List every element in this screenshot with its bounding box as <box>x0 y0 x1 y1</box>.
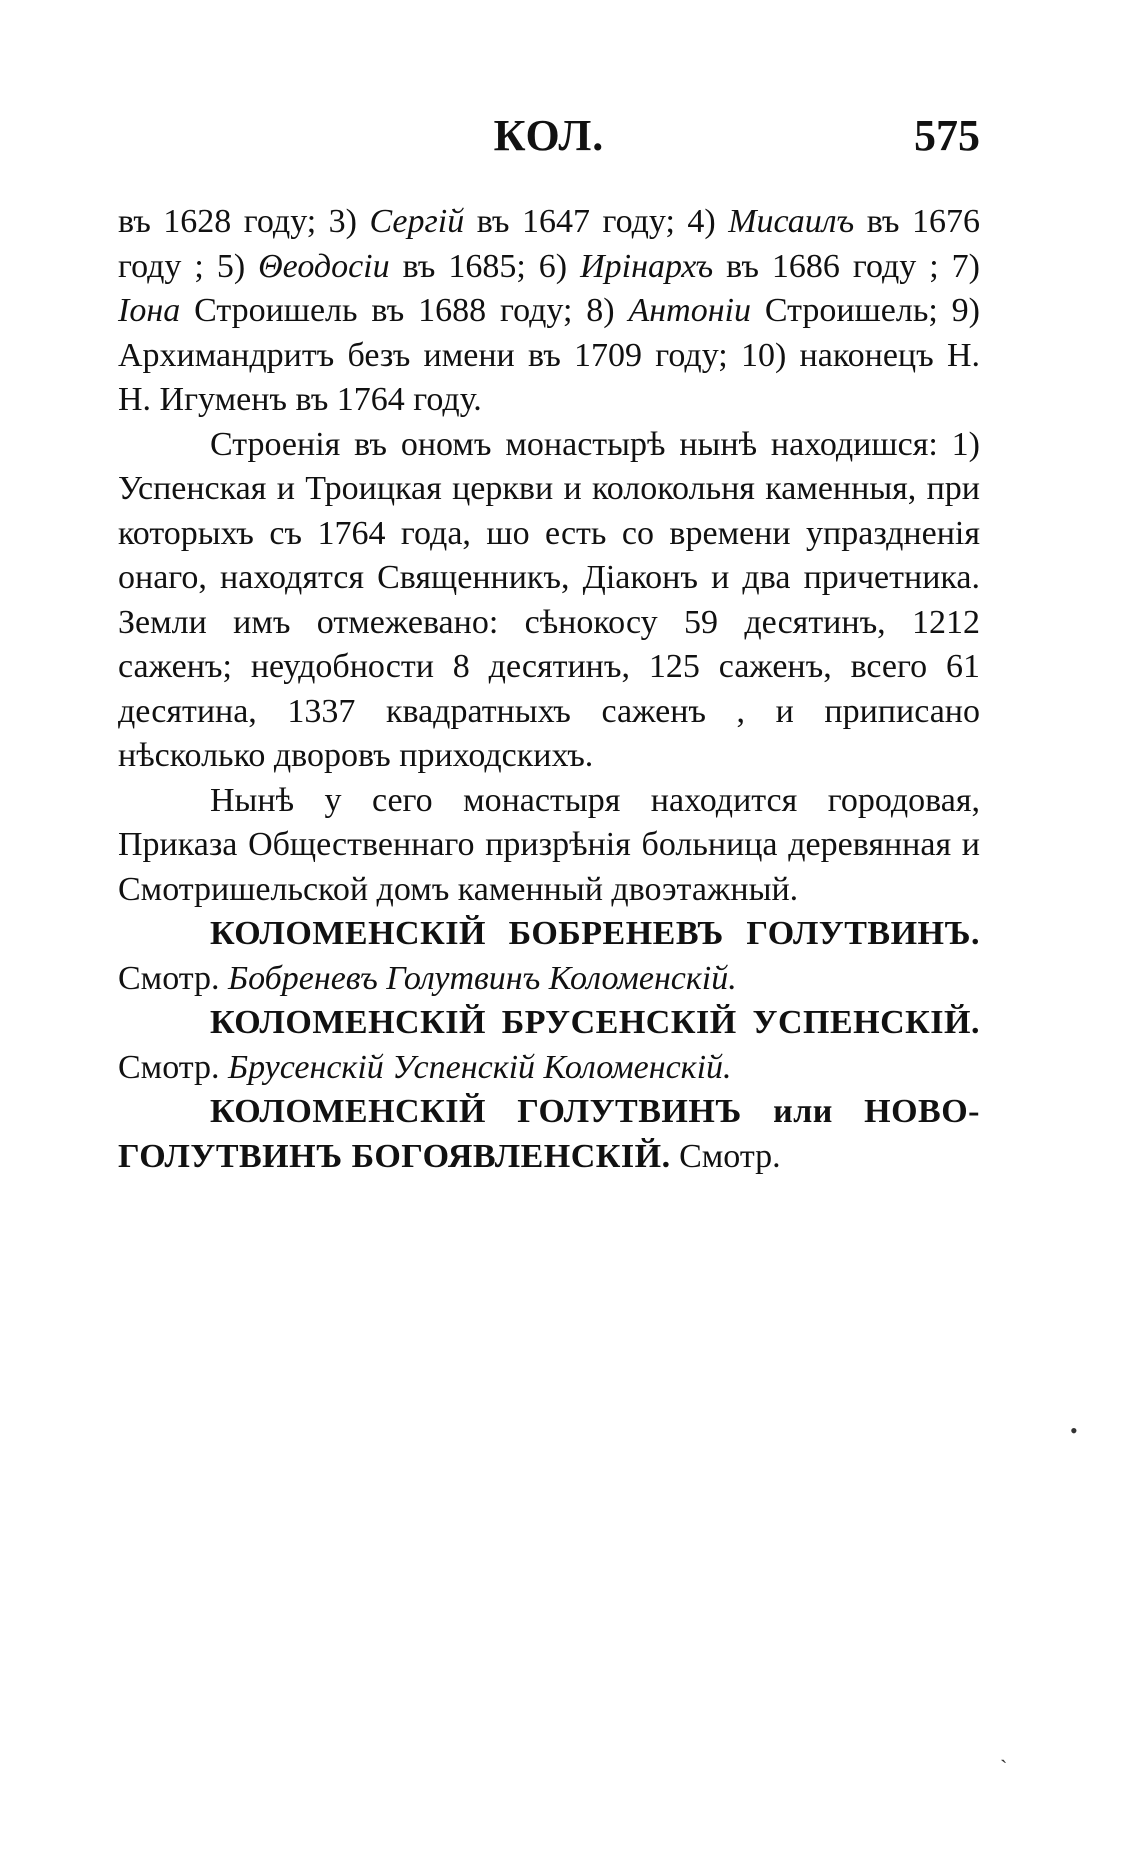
person-name: Θеодосіи <box>258 247 390 285</box>
page-body <box>118 200 980 1179</box>
text-span: въ 1685; 6) <box>389 247 581 285</box>
entry-bobrenev <box>118 912 980 1001</box>
text-span: въ 1686 году ; 7) <box>713 247 981 285</box>
text-span: въ 1647 году; 4) <box>464 203 729 240</box>
text-span: Строишель; 9) Архимандритъ безъ имени въ 1709 году; 10) наконецъ Н. Н. Игуменъ въ 1764 году. <box>118 292 980 418</box>
see-reference: Смотр. <box>118 1048 229 1086</box>
person-name: Мисаилъ <box>728 203 855 240</box>
person-name: Іона <box>118 292 181 329</box>
text-span: Строишель въ 1688 году; 8) <box>180 292 629 329</box>
running-head: КОЛ. <box>493 111 605 160</box>
entry-golutvin <box>118 1090 980 1179</box>
entry-brusensky <box>118 1001 980 1090</box>
page-header <box>118 110 980 170</box>
cross-reference: Брусенскій Успенскій Коломенскій. <box>228 1048 732 1086</box>
see-reference: Смотр. <box>118 959 229 997</box>
entry-heading: КОЛОМЕНСКІЙ БОБРЕНЕВЪ ГОЛУТВИНЪ. <box>210 915 980 952</box>
paragraph-buildings: Строенія въ ономъ монастырѣ нынѣ находишся: 1) Успенская и Троицкая церкви и колокольня каменныя, при которыхъ съ 1764 года, шо есть со времени упраздненія онаго, находятся Священникъ, Діаконъ и два причетника. Земли имъ отмежевано: сѣнокосу 59 десятинъ, 1212 саженъ; неудобности 8 десятинъ, 125 саженъ, всего 61 десятина, 1337 квадратныхъ саженъ , и приписано нѣсколько дворовъ приходскихъ. <box>118 425 980 774</box>
paragraph-hospital: Нынѣ у сего монастыря находится городовая, Приказа Общественнаго призрѣнія больница деревянная и Смотришельской домъ каменный двоэтажный. <box>118 781 980 908</box>
page-number: 575 <box>914 111 980 160</box>
text-span: въ 1628 году; 3) <box>118 203 370 240</box>
cross-reference: Бобреневъ Голутвинъ Коломенскій. <box>228 959 737 997</box>
see-reference: Смотр. <box>670 1137 781 1175</box>
ink-speck: • <box>1070 1418 1078 1443</box>
person-name: Антоніи <box>628 292 752 329</box>
entry-heading: КОЛОМЕНСКІЙ БРУСЕНСКІЙ УСПЕНСКІЙ. <box>210 1004 980 1041</box>
paragraph-abbots-list <box>118 200 980 423</box>
ink-speck: ˴ <box>1000 1745 1008 1770</box>
entry-heading: КОЛОМЕНСКІЙ ГОЛУТВИНЪ или НОВО-ГОЛУТВИНЪ БОГОЯВЛЕНСКІЙ. <box>118 1093 980 1175</box>
text-span: въ 1676 году ; 5) <box>118 203 980 285</box>
person-name: Сергій <box>369 203 465 240</box>
person-name: Ирінархъ <box>580 247 714 285</box>
